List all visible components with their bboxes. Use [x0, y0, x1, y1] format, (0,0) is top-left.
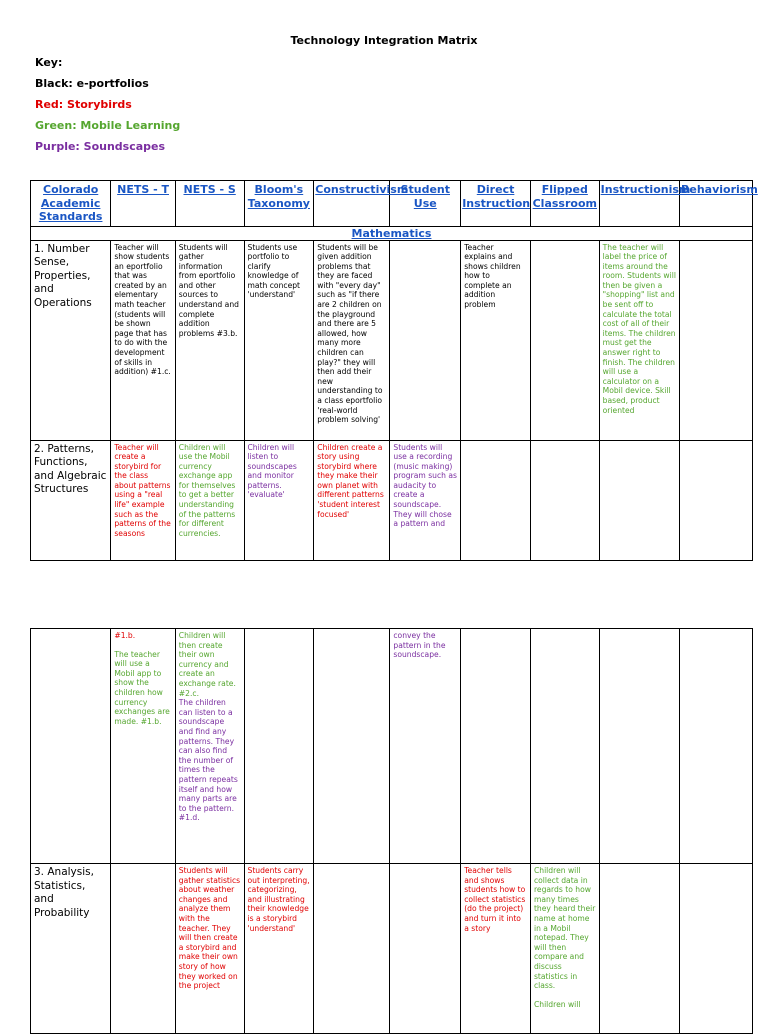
- cell-analysis-behaviorism: [679, 864, 752, 1034]
- col-header-student-use[interactable]: Student Use: [390, 181, 461, 227]
- row-label-patterns: 2. Patterns, Functions, and Algebraic Structures: [31, 440, 111, 560]
- cell-number-sense-behaviorism: [679, 240, 752, 440]
- patterns-cont-nets-t-green: The teacher will use a Mobil app to show the children how currency exchanges are made. #1.b.: [114, 649, 170, 726]
- document-title: Technology Integration Matrix: [290, 34, 478, 47]
- cell-number-sense-bloom: Students use portfolio to clarify knowledge of math concept 'understand': [244, 240, 314, 440]
- matrix-table-page-2: [30, 628, 753, 1034]
- cell-analysis-nets-s: Students will gather statistics about weather changes and analyze them with the teacher. They will then create a storybird and make their own story of how they worked on the project: [175, 864, 244, 1034]
- cell-patterns-constructivism: Children create a story using storybird where they make their own planet with different patterns 'student interest focused': [314, 440, 390, 560]
- cell-analysis-bloom: Students carry out interpreting, categorizing, and illustrating their knowledge is a storybird 'understand': [244, 864, 314, 1034]
- cell-analysis-student-use: [390, 864, 461, 1034]
- patterns-cont-nets-t-red: #1.b.: [114, 631, 136, 640]
- cell-patterns-cont-label: [31, 629, 111, 864]
- cell-patterns-instructionism: [599, 440, 679, 560]
- key-black: Black: e-portfolios: [35, 77, 149, 90]
- cell-patterns-cont-bloom: [244, 629, 314, 864]
- cell-number-sense-nets-s: Students will gather information from eportfolio and other sources to understand and complete addition problems #3.b.: [175, 240, 244, 440]
- col-header-direct-instruction[interactable]: Direct Instruction: [461, 181, 531, 227]
- cell-number-sense-constructivism: Students will be given addition problems that they are faced with "every day" such as "if there are 2 children on the playground and there are 5 allowed, how many more children can play?" they will then add their new understanding to a class eportfolio 'real-world problem solving': [314, 240, 390, 440]
- cell-analysis-instructionism: [599, 864, 679, 1034]
- analysis-flipped-text: Children will collect data in regards to how many times they heard their name at home in a Mobil notepad. They will then compare and discuss statistics in class.: [533, 866, 596, 991]
- cell-number-sense-student-use: [390, 240, 461, 440]
- col-header-constructivism[interactable]: Constructivism: [314, 181, 390, 227]
- cell-patterns-bloom: Children will listen to soundscapes and monitor patterns. 'evaluate': [244, 440, 314, 560]
- cell-analysis-constructivism: [314, 864, 390, 1034]
- cell-number-sense-direct: Teacher explains and shows children how to complete an addition problem: [461, 240, 531, 440]
- cell-patterns-flipped: [530, 440, 599, 560]
- patterns-cont-nets-s-green: Children will then create their own currency and create an exchange rate. #2.c.: [178, 631, 236, 698]
- cell-patterns-cont-flipped: [530, 629, 599, 864]
- key-green: Green: Mobile Learning: [35, 119, 181, 132]
- key-heading: Key:: [35, 56, 63, 69]
- cell-patterns-nets-t: Teacher will create a storybird for the class about patterns using a "real life" example such as the patterns of the seasons: [111, 440, 175, 560]
- cell-patterns-direct: [461, 440, 531, 560]
- cell-patterns-cont-student-use: convey the pattern in the soundscape.: [390, 629, 461, 864]
- cell-number-sense-nets-t: Teacher will show students an eportfolio that was created by an elementary math teacher (students will be shown page that has to do with the development of skills in addition) #1.c.: [111, 240, 175, 440]
- col-header-behaviorism[interactable]: Behaviorism: [679, 181, 752, 227]
- col-header-nets-s[interactable]: NETS - S: [175, 181, 244, 227]
- cell-number-sense-instructionism: The teacher will label the price of items around the room. Students will then be given a "shopping" list and be sent off to calculate the total cost of all of their items. The children must get the answer right to finish. The children will use a calculator on a Mobil device. Skill based, product oriented: [599, 240, 679, 440]
- cell-patterns-cont-nets-s: [175, 629, 244, 864]
- cell-patterns-cont-behaviorism: [679, 629, 752, 864]
- analysis-flipped-more: Children will: [533, 999, 581, 1009]
- cell-analysis-nets-t: [111, 864, 175, 1034]
- col-header-flipped-classroom[interactable]: Flipped Classroom: [530, 181, 599, 227]
- col-header-instructionism[interactable]: Instructionism: [599, 181, 679, 227]
- cell-analysis-flipped: [530, 864, 599, 1034]
- row-label-number-sense: 1. Number Sense, Properties, and Operations: [31, 240, 111, 440]
- col-header-standards[interactable]: Colorado Academic Standards: [31, 181, 111, 227]
- matrix-table-page-1: [30, 180, 758, 561]
- cell-analysis-direct: Teacher tells and shows students how to collect statistics (do the project) and turn it into a story: [461, 864, 531, 1034]
- cell-patterns-cont-constructivism: [314, 629, 390, 864]
- subject-heading[interactable]: Mathematics: [31, 226, 753, 240]
- key-red: Red: Storybirds: [35, 98, 132, 111]
- cell-patterns-cont-nets-t: [111, 629, 175, 864]
- cell-number-sense-flipped: [530, 240, 599, 440]
- cell-patterns-cont-instructionism: [599, 629, 679, 864]
- cell-patterns-behaviorism: [679, 440, 752, 560]
- cell-patterns-nets-s: Children will use the Mobil currency exchange app for themselves to get a better understanding of the patterns for different currencies.: [175, 440, 244, 560]
- col-header-bloom[interactable]: Bloom's Taxonomy: [244, 181, 314, 227]
- cell-patterns-student-use: Students will use a recording (music making) program such as audacity to create a soundscape. They will chose a pattern and: [390, 440, 461, 560]
- key-purple: Purple: Soundscapes: [35, 140, 166, 153]
- patterns-cont-nets-s-purple: The children can listen to a soundscape and find any patterns. They can also find the number of times the pattern repeats itself and how many parts are to the pattern. #1.d.: [178, 698, 238, 823]
- cell-patterns-cont-direct: [461, 629, 531, 864]
- row-label-analysis: 3. Analysis, Statistics, and Probability: [31, 864, 111, 1034]
- col-header-nets-t[interactable]: NETS - T: [111, 181, 175, 227]
